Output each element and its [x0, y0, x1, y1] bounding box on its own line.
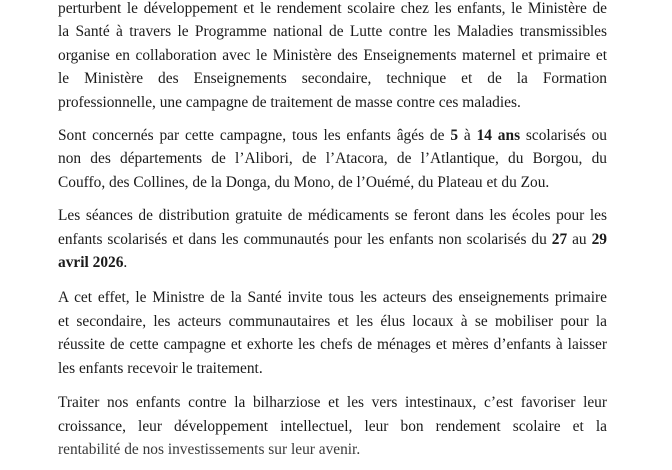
paragraph-distribution-dates	[58, 204, 607, 274]
age-max: 14 ans	[476, 127, 521, 145]
text-fragment: enfants scolarisés et dans les communautés pour les enfants non scolarisés du	[58, 230, 552, 248]
text-line: rentabilité de nos investissements sur leur avenir.	[58, 440, 361, 458]
text-line: Traiter nos enfants contre la bilharziose et les vers intestinaux, c’est favoriser leur	[58, 394, 607, 412]
text-line: professionnelle, une campagne de traitement de masse contre ces maladies.	[58, 93, 521, 111]
text-fragment: à	[458, 127, 477, 145]
text-line: et secondaire, les acteurs communautaires et les élus locaux à se mobiliser pour la	[58, 312, 607, 330]
text-line: perturbent le développement et le rendement scolaire chez les enfants, le Ministère de	[58, 0, 607, 17]
paragraph-call-to-action	[58, 286, 607, 380]
text-fragment: .	[123, 254, 128, 272]
age-min: 5	[450, 127, 459, 145]
text-line: réussite de cette campagne et exhorte les chefs de ménages et mères d’enfants à laisser	[58, 336, 607, 354]
text-line: la Santé à travers le Programme national de Lutte contre les Maladies transmissibles	[58, 23, 607, 41]
page-bottom-edge	[0, 462, 672, 470]
paragraph-campaign-organisation	[58, 0, 607, 114]
text-line: non des départements de l’Alibori, de l’Atacora, de l’Atlantique, du Borgou, du	[58, 150, 607, 168]
text-line: croissance, leur développement intellectuel, leur bon rendement scolaire et la	[58, 417, 607, 435]
date-end-month-year: avril 2026	[58, 254, 124, 272]
text-line: les enfants recevoir le traitement.	[58, 359, 263, 377]
text-fragment: Sont concernés par cette campagne, tous les enfants âgés de	[58, 127, 451, 145]
text-line: organise en collaboration avec le Ministère des Enseignements maternel et primaire et	[58, 46, 607, 64]
text-line	[58, 228, 607, 251]
date-start: 27	[551, 230, 568, 248]
text-line: Les séances de distribution gratuite de médicaments se feront dans les écoles pour les	[58, 207, 607, 225]
text-fragment: au	[567, 230, 592, 248]
text-line: Couffo, des Collines, de la Donga, du Mono, de l’Ouémé, du Plateau et du Zou.	[58, 173, 550, 191]
paragraph-target-population	[58, 124, 607, 194]
text-line: le Ministère des Enseignements secondaire, technique et de la Formation	[58, 70, 607, 88]
date-end-day: 29	[591, 230, 607, 248]
text-line: A cet effet, le Ministre de la Santé invite tous les acteurs des enseignements primaire	[58, 289, 607, 307]
document-body	[58, 0, 607, 461]
text-line	[58, 124, 607, 147]
paragraph-conclusion	[58, 391, 607, 461]
text-line	[58, 251, 607, 274]
text-fragment: scolarisés ou	[520, 127, 607, 145]
